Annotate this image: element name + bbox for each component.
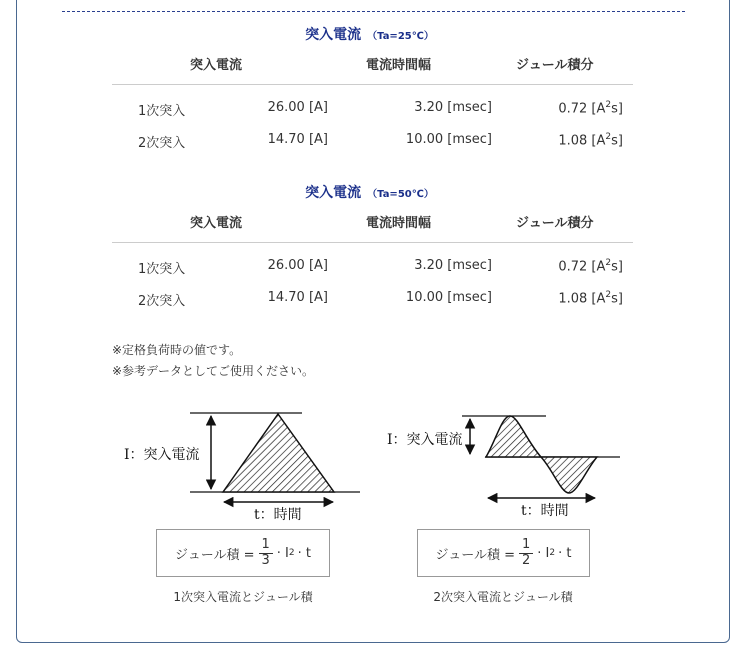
right-formula-num: 1 xyxy=(519,538,533,554)
table1-row1-label: 1次突入 xyxy=(138,104,186,119)
right-ylabel: I：突入電流 xyxy=(387,432,463,448)
note-1: ※定格負荷時の値です。 xyxy=(112,343,242,357)
table1-row2-width: 10.00 [msec] xyxy=(405,132,492,147)
right-formula-sup: 2 xyxy=(549,548,556,558)
table2-row2-width: 10.00 [msec] xyxy=(405,290,492,305)
table2-condition: （Ta=50℃） xyxy=(367,189,434,200)
right-formula-tail-b: · t xyxy=(558,545,572,561)
table1-row2-joule-value: 1.08 [A xyxy=(558,133,606,149)
sine-waveform xyxy=(462,416,620,498)
table1-row1-width: 3.20 [msec] xyxy=(414,100,492,115)
right-formula-den: 2 xyxy=(522,552,531,568)
table2-row1-current: 26.00 [A] xyxy=(267,258,328,273)
table2-row2-joule-value: 1.08 [A xyxy=(558,291,606,307)
left-formula-lead: ジュール積 = xyxy=(174,547,255,563)
right-formula-tail-a: · I xyxy=(537,545,550,561)
left-ylabel: I：突入電流 xyxy=(124,447,200,463)
table2-row2-joule-unit: s] xyxy=(611,291,623,307)
table2-row1-joule-unit: s] xyxy=(611,259,623,275)
left-formula-fraction xyxy=(259,538,273,569)
note-2: ※参考データとしてご使用ください。 xyxy=(112,364,315,378)
left-formula-box xyxy=(156,529,330,577)
table1-row1-joule-sup: 2 xyxy=(605,100,612,110)
table1-row1-joule-value: 0.72 [A xyxy=(558,101,606,117)
table1-header-current: 突入電流 xyxy=(190,58,243,73)
table1-row2-label: 2次突入 xyxy=(138,136,186,151)
table2-title-text: 突入電流 xyxy=(305,185,362,201)
left-caption: 1次突入電流とジュール積 xyxy=(173,590,313,604)
table2-header-current: 突入電流 xyxy=(190,216,243,231)
table2-row2-label: 2次突入 xyxy=(138,294,186,309)
table2-row1-joule-value: 0.72 [A xyxy=(558,259,606,275)
right-caption: 2次突入電流とジュール積 xyxy=(433,590,573,604)
table1-row2-joule-unit: s] xyxy=(611,133,623,149)
triangle-waveform xyxy=(190,413,360,502)
table2-row1-joule-sup: 2 xyxy=(605,258,612,268)
table1-row1-current: 26.00 [A] xyxy=(267,100,328,115)
table2-row2-current: 14.70 [A] xyxy=(267,290,328,305)
right-formula-lead: ジュール積 = xyxy=(435,547,515,563)
left-formula-tail-b: · t xyxy=(297,545,311,561)
right-formula-fraction xyxy=(519,538,533,569)
table1-header-joule: ジュール積分 xyxy=(516,58,594,73)
left-formula-den: 3 xyxy=(261,552,270,568)
table1-row2-joule-sup: 2 xyxy=(605,132,612,142)
right-formula-box xyxy=(417,529,590,577)
table2-row2-joule-sup: 2 xyxy=(605,290,612,300)
table1-title-text: 突入電流 xyxy=(305,27,362,43)
table2-header-width: 電流時間幅 xyxy=(366,216,432,231)
right-xlabel: t：時間 xyxy=(521,503,569,519)
left-formula-num: 1 xyxy=(259,538,273,554)
table2-row1-label: 1次突入 xyxy=(138,262,186,277)
table1-header-width: 電流時間幅 xyxy=(366,58,432,73)
left-xlabel: t：時間 xyxy=(254,507,302,523)
left-formula-tail-a: · I xyxy=(276,545,289,561)
table2-header-joule: ジュール積分 xyxy=(516,216,594,231)
table1-condition: （Ta=25℃） xyxy=(367,31,434,42)
table1-row1-joule-unit: s] xyxy=(611,101,623,117)
table1-row2-current: 14.70 [A] xyxy=(267,132,328,147)
table2-row1-width: 3.20 [msec] xyxy=(414,258,492,273)
left-formula-sup: 2 xyxy=(288,548,295,558)
